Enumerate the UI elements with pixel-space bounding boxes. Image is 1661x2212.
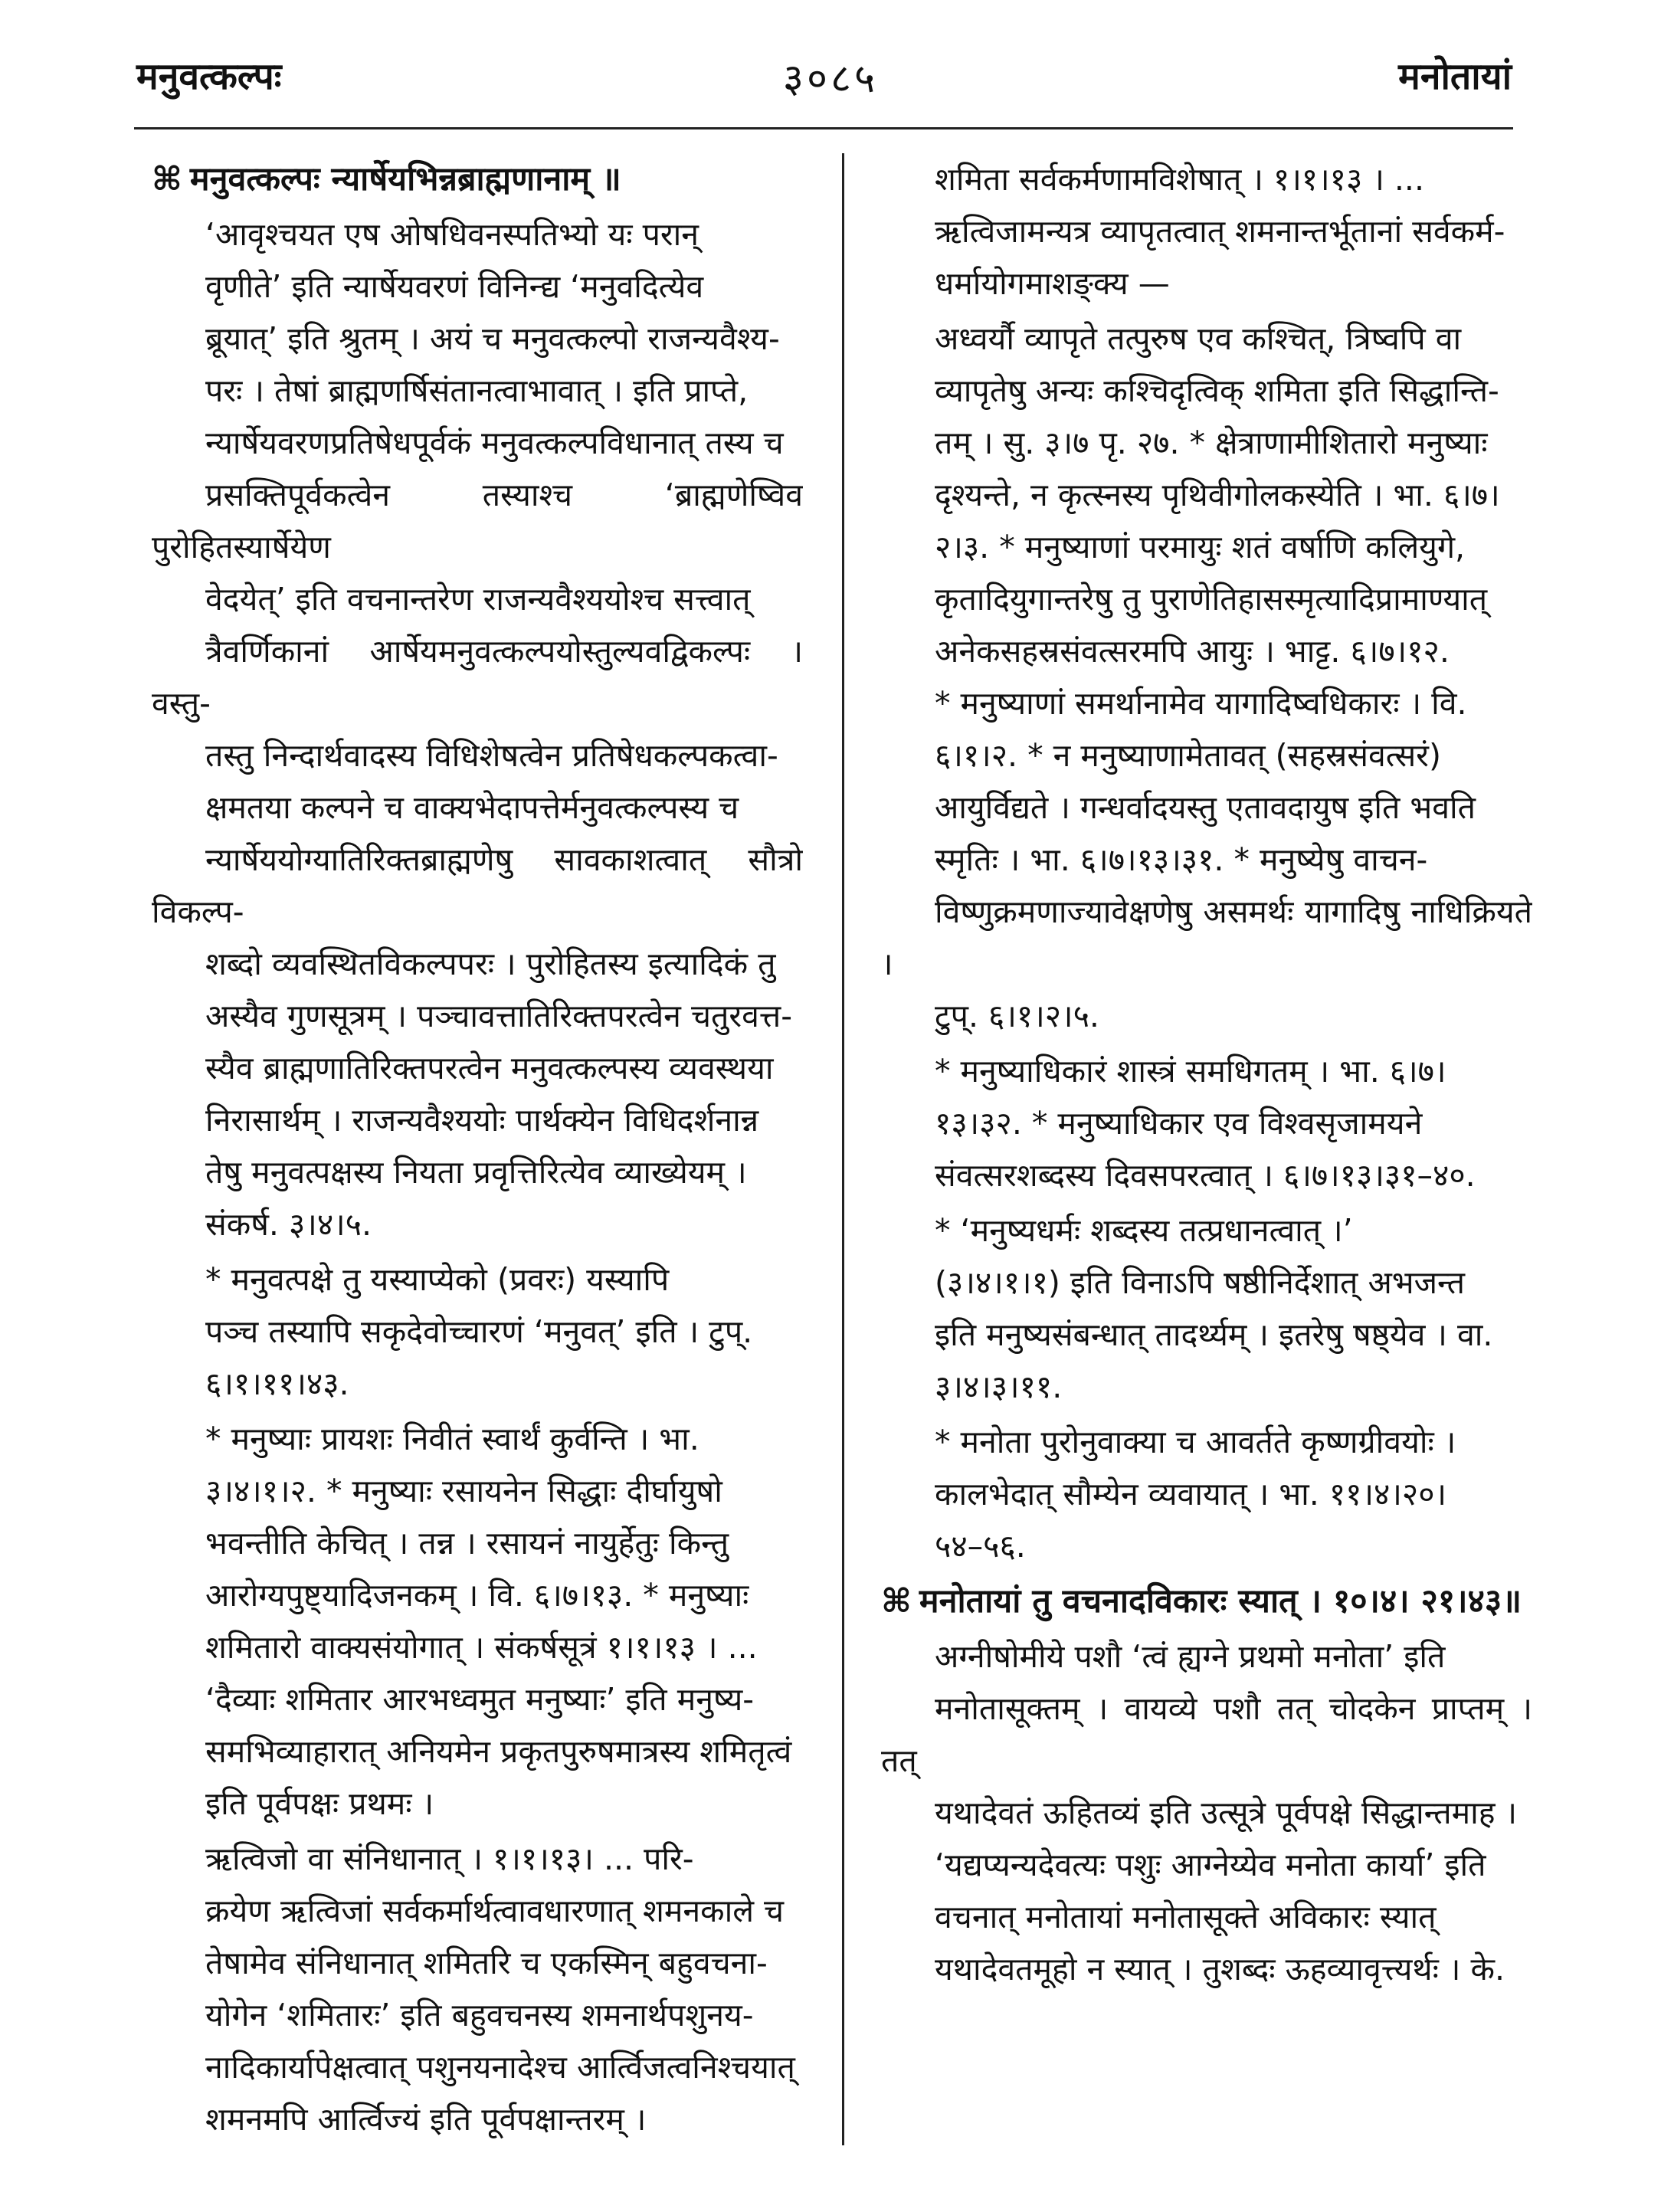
- text-line: इति पूर्वपक्षः प्रथमः ।: [205, 1785, 434, 1822]
- text-line: स्यैव ब्राह्मणातिरिक्तपरत्वेन मनुवत्कल्पस्य व्यवस्थया: [205, 1050, 774, 1086]
- text-line: वृणीते’ इति न्यार्षेयवरणं विनिन्द्य ‘मनुवदित्येव: [205, 268, 704, 305]
- text-line: ३।४।३।११.: [935, 1368, 1063, 1405]
- text-line: * मनुष्याधिकारं शास्त्रं समधिगतम् । भा. ६।७।: [935, 1053, 1446, 1090]
- section-mark-icon: ⌘: [152, 160, 182, 198]
- text-line: ६।१।११।४३.: [205, 1365, 349, 1402]
- text-line: ‘आवृश्चयत एष ओषधिवनस्पतिभ्यो यः परान्: [205, 216, 699, 253]
- text-line: अध्वर्यौ व्यापृते तत्पुरुष एव कश्चित्, त्रिष्वपि वा: [935, 320, 1462, 357]
- section-heading: [152, 153, 803, 205]
- paragraph: [881, 1630, 1532, 1995]
- text-line: मनोतासूक्तम् । वायव्ये पशौ तत् चोदकेन प्राप्तम् । तत्: [881, 1690, 1532, 1779]
- section-heading: [881, 1575, 1532, 1627]
- text-line: न्यार्षेयवरणप्रतिषेधपूर्वकं मनुवत्कल्पविधानात् तस्य च: [205, 424, 784, 461]
- text-line: ‘यद्यप्यन्यदेवत्यः पशुः आग्नेय्येव मनोता कार्या’ इति: [935, 1847, 1486, 1883]
- column-divider: [842, 153, 844, 2145]
- text-line: यथादेवतमूहो न स्यात् । तुशब्दः ऊहव्यावृत्त्यर्थः । के.: [935, 1951, 1505, 1988]
- text-line: वचनात् मनोतायां मनोतासूक्ते अविकारः स्यात्: [935, 1899, 1437, 1935]
- text-line: * मनुवत्पक्षे तु यस्याप्येको (प्रवरः) यस्यापि: [205, 1261, 670, 1298]
- text-line: ३।४।१।२. * मनुष्याः रसायनेन सिद्धाः दीर्घायुषो: [205, 1473, 722, 1509]
- paragraph: [152, 208, 803, 1250]
- text-line: * मनुष्याः प्रायशः निवीतं स्वार्थं कुर्वन्ति । भा.: [205, 1421, 699, 1457]
- text-line: तम् । सु. ३।७ पृ. २७. * क्षेत्राणामीशितारो मनुष्याः: [935, 424, 1488, 461]
- text-line: स्मृतिः । भा. ६।७।१३।३१. * मनुष्येषु वाचन-: [935, 841, 1428, 878]
- running-head-right: मनोतायां: [1398, 55, 1512, 98]
- text-line: ५४–५६.: [935, 1528, 1026, 1565]
- text-line: क्रयेण ऋत्विजां सर्वकर्मार्थत्वावधारणात् शमनकाले च: [205, 1892, 785, 1929]
- text-line: ऋत्विजामन्यत्र व्यापृतत्वात् शमनान्तर्भूतानां सर्वकर्म-: [935, 213, 1505, 250]
- paragraph: [881, 1045, 1532, 1201]
- text-line: कृतादियुगान्तरेषु तु पुराणेतिहासस्मृत्यादिप्रामाण्यात्: [935, 581, 1488, 618]
- text-line: (३।४।१।१) इति विनाऽपि षष्ठीनिर्देशात् अभजन्त: [935, 1264, 1466, 1301]
- text-line: न्यार्षेययोग्यातिरिक्तब्राह्मणेषु सावकाशत्वात् सौत्रो विकल्प-: [152, 841, 803, 930]
- paragraph: [881, 1204, 1532, 1413]
- text-line: अनेकसहस्रसंवत्सरमपि आयुः । भाट्ट. ६।७।१२.: [935, 633, 1450, 670]
- text-line: इति मनुष्यसंबन्धात् तादर्थ्यम् । इतरेषु षष्ठ्येव । वा.: [935, 1316, 1493, 1353]
- paragraph: [881, 313, 1532, 1042]
- text-line: आयुर्विद्यते । गन्धर्वादयस्तु एतावदायुष इति भवति: [935, 789, 1476, 826]
- paragraph: [152, 1413, 803, 1830]
- section-heading-text: मनुवत्कल्पः न्यार्षेयभिन्नब्राह्मणानाम् ॥: [189, 160, 621, 198]
- text-line: नादिकार्यापेक्षत्वात् पशुनयनादेश्च आर्त्विजत्वनिश्चयात्: [205, 2049, 795, 2086]
- right-column: [881, 153, 1532, 1998]
- section-heading-text: मनोतायां तु वचनादविकारः स्यात् । १०।४। २१।४३॥: [919, 1582, 1522, 1620]
- text-line: तेषामेव संनिधानात् शमितरि च एकस्मिन् बहुवचना-: [205, 1945, 768, 1981]
- text-line: परः । तेषां ब्राह्मणर्षिसंतानत्वाभावात् । इति प्राप्ते,: [205, 372, 749, 409]
- text-line: निरासार्थम् । राजन्यवैश्ययोः पार्थक्येन विधिदर्शनान्न: [205, 1102, 759, 1139]
- section-mark-icon: ⌘: [881, 1582, 912, 1620]
- paragraph: [152, 1253, 803, 1410]
- text-line: १३।३२. * मनुष्याधिकार एव विश्वसृजामयने: [935, 1105, 1423, 1142]
- text-line: समभिव्याहारात् अनियमेन प्रकृतपुरुषमात्रस्य शमितृत्वं: [205, 1733, 792, 1770]
- text-line: विष्णुक्रमणाज्यावेक्षणेषु असमर्थः यागादिषु नाधिक्रियते ।: [881, 893, 1532, 982]
- text-line: शमिता सर्वकर्मणामविशेषात् । १।१।१३ । ...: [935, 161, 1424, 198]
- text-line: प्रसक्तिपूर्वकत्वेन तस्याश्च ‘ब्राह्मणेष्विव पुरोहितस्यार्षेयेण: [152, 477, 803, 565]
- running-head-left: मनुवत्कल्पः: [136, 55, 282, 98]
- paragraph: [152, 1833, 803, 2145]
- text-line: शमनमपि आर्त्विज्यं इति पूर्वपक्षान्तरम् ।: [205, 2101, 647, 2138]
- text-line: २।३. * मनुष्याणां परमायुः शतं वर्षाणि कलियुगे,: [935, 529, 1466, 565]
- text-line: वेदयेत्’ इति वचनान्तरेण राजन्यवैश्ययोश्च सत्त्वात्: [205, 581, 751, 618]
- text-line: ऋत्विजो वा संनिधानात् । १।१।१३। ... परि-: [205, 1840, 694, 1877]
- text-line: धर्मायोगमाशङ्क्य —: [935, 265, 1170, 302]
- text-line: क्षमतया कल्पने च वाक्यभेदापत्तेर्मनुवत्कल्पस्य च: [205, 789, 739, 826]
- text-line: * मनुष्याणां समर्थानामेव यागादिष्वधिकारः । वि.: [935, 685, 1467, 722]
- text-line: योगेन ‘शमितारः’ इति बहुवचनस्य शमनार्थपशुनय-: [205, 1997, 754, 2033]
- text-line: अग्नीषोमीये पशौ ‘त्वं ह्यग्ने प्रथमो मनोता’ इति: [935, 1638, 1446, 1675]
- text-line: संवत्सरशब्दस्य दिवसपरत्वात् । ६।७।१३।३१–४०.: [935, 1157, 1476, 1194]
- text-line: * मनोता पुरोनुवाक्या च आवर्तते कृष्णग्रीवयोः ।: [935, 1424, 1456, 1460]
- text-line: दृश्यन्ते, न कृत्स्नस्य पृथिवीगोलकस्येति । भा. ६।७।: [935, 477, 1500, 513]
- text-line: शब्दो व्यवस्थितविकल्पपरः । पुरोहितस्य इत्यादिकं तु: [205, 945, 776, 982]
- text-line: टुप्. ६।१।२।५.: [935, 998, 1099, 1034]
- text-line: यथादेवतं ऊहितव्यं इति उत्सूत्रे पूर्वपक्षे सिद्धान्तमाह ।: [935, 1794, 1518, 1831]
- left-column: [152, 153, 803, 2148]
- paragraph: [881, 153, 1532, 310]
- text-line: तेषु मनुवत्पक्षस्य नियता प्रवृत्तिरित्येव व्याख्येयम् ।: [205, 1154, 747, 1191]
- paragraph: [881, 1416, 1532, 1572]
- page-number: ३०८५: [782, 56, 879, 102]
- text-line: कालभेदात् सौम्येन व्यवायात् । भा. ११।४।२०।: [935, 1476, 1447, 1512]
- text-line: ब्रूयात्’ इति श्रुतम् । अयं च मनुवत्कल्पो राजन्यवैश्य-: [205, 320, 780, 357]
- text-line: पञ्च तस्यापि सकृदेवोच्चारणं ‘मनुवत्’ इति । टुप्.: [205, 1313, 753, 1350]
- text-line: ‘दैव्याः शमितार आरभध्वमुत मनुष्याः’ इति मनुष्य-: [205, 1681, 755, 1718]
- text-line: तस्तु निन्दार्थवादस्य विधिशेषत्वेन प्रतिषेधकल्पकत्वा-: [205, 737, 778, 774]
- text-line: संकर्ष. ३।४।५.: [205, 1206, 372, 1243]
- text-line: आरोग्यपुष्ट्यादिजनकम् । वि. ६।७।१३. * मनुष्याः: [205, 1577, 749, 1614]
- header-rule: [134, 127, 1513, 129]
- text-line: * ‘मनुष्यधर्मः शब्दस्य तत्प्रधानत्वात् ।’: [935, 1212, 1353, 1249]
- text-line: व्यापृतेषु अन्यः कश्चिदृत्विक् शमिता इति सिद्धान्ति-: [935, 372, 1499, 409]
- text-line: ६।१।२. * न मनुष्याणामेतावत् (सहस्रसंवत्सरं): [935, 737, 1441, 774]
- text-line: त्रैवर्णिकानां आर्षेयमनुवत्कल्पयोस्तुल्यवद्विकल्पः । वस्तु-: [152, 633, 803, 722]
- text-line: भवन्तीति केचित् । तन्न । रसायनं नायुर्हेतुः किन्तु: [205, 1525, 729, 1562]
- text-line: अस्यैव गुणसूत्रम् । पञ्चावत्तातिरिक्तपरत्वेन चतुरवत्त-: [205, 998, 793, 1034]
- text-line: शमितारो वाक्यसंयोगात् । संकर्षसूत्रं १।१।१३ । ...: [205, 1629, 758, 1666]
